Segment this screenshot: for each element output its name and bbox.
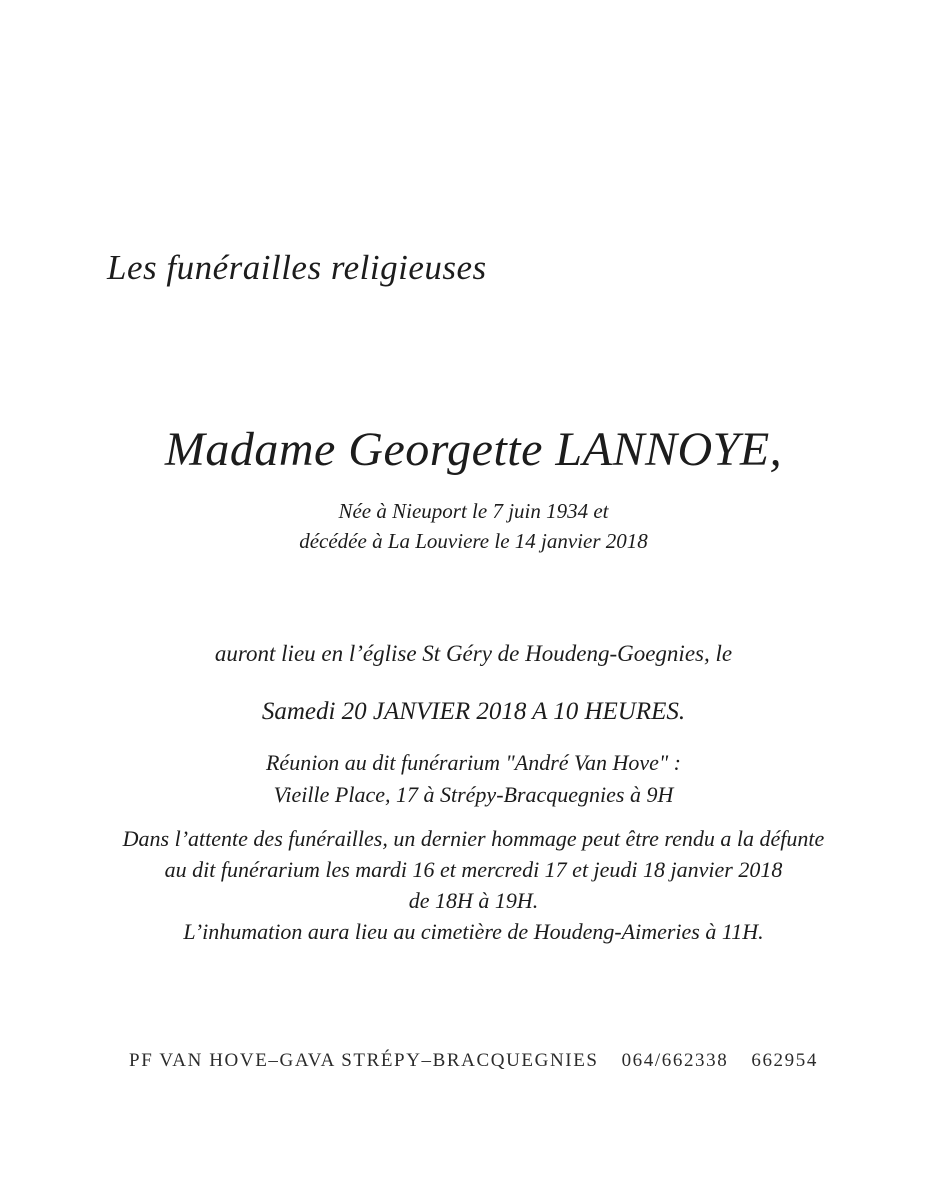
meeting-block [0,747,947,811]
deceased-name: Madame Georgette LANNOYE, [164,423,783,476]
tribute-line: Dans l’attente des funérailles, un dernier hommage peut être rendu a la défunte [122,826,825,851]
intro-line: Les funérailles religieuses [107,248,487,287]
ceremony-date-line: Samedi 20 JANVIER 2018 A 10 HEURES. [261,698,686,725]
phone-number-secondary: 662954 [751,1050,818,1071]
meeting-line-1: Réunion au dit funérarium "André Van Hove" : [265,750,682,775]
meeting-line-2: Vieille Place, 17 à Strépy-Bracquegnies à 9H [273,782,674,807]
phone-number: 064/662338 [621,1050,729,1071]
tribute-line: L’inhumation aura lieu au cimetière de Houdeng-Aimeries à 11H. [183,919,764,944]
footer [0,1050,947,1072]
funeral-home-name: PF VAN HOVE–GAVA STRÉPY–BRACQUEGNIES [129,1050,599,1071]
birth-line: Née à Nieuport le 7 juin 1934 et [338,499,609,523]
death-line: décédée à La Louviere le 14 janvier 2018 [299,529,648,553]
tribute-line: au dit funérarium les mardi 16 et mercredi 17 et jeudi 18 janvier 2018 [164,857,783,882]
birth-death-block [0,496,947,556]
tribute-line: de 18H à 19H. [408,888,539,913]
tribute-paragraph [0,823,947,947]
ceremony-intro-line: auront lieu en l’église St Géry de Houdeng-Goegnies, le [214,641,733,666]
